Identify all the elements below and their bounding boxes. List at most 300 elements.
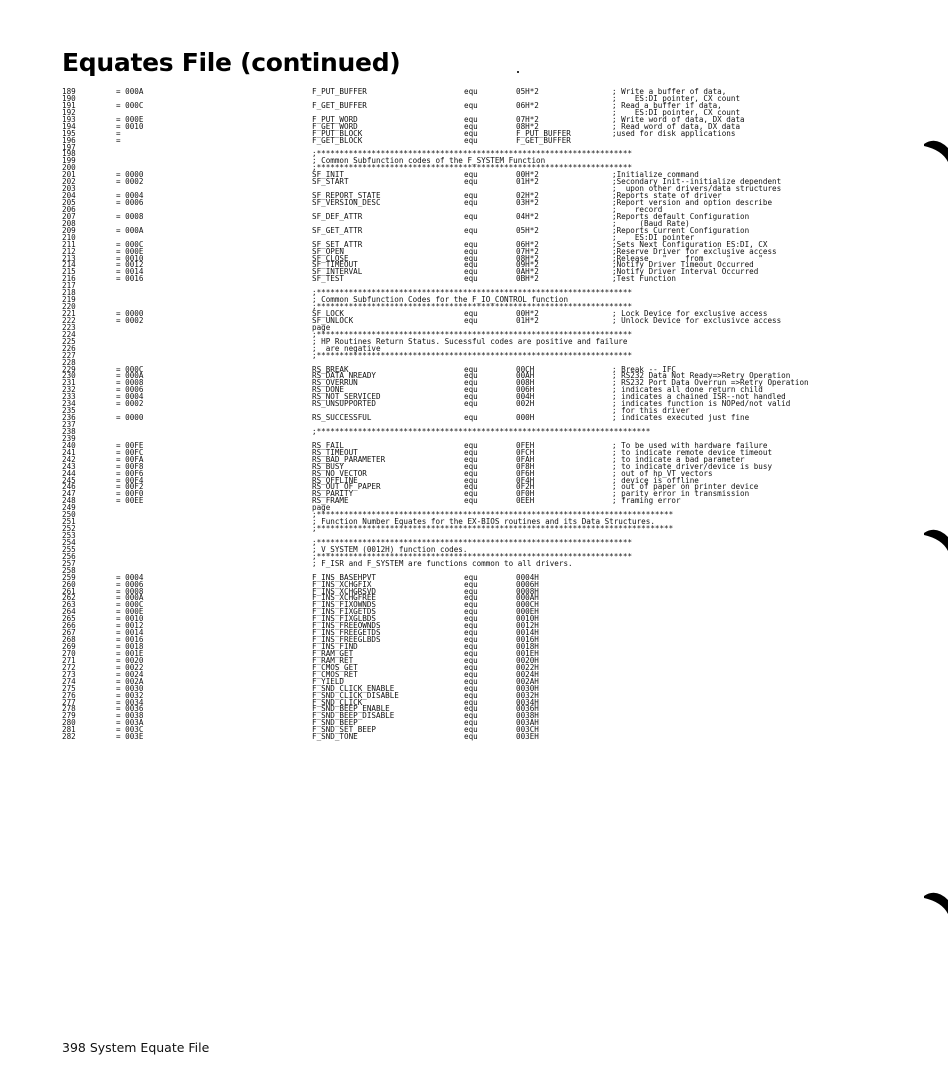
operand: 003CH [516,725,539,735]
directive: equ [464,413,478,423]
comment: ;Test Function [612,274,677,284]
comment: ;Sets Next Configuration ES:DI, CX [612,239,768,249]
offset-value: = 0010 [116,614,144,624]
line-number: 218 [62,288,76,298]
symbol: page [312,503,331,513]
symbol: ;********************************************************************* [312,302,633,312]
offset-value: = 0036 [116,704,144,714]
comment: ; device is offline [612,475,699,485]
line-number: 212 [62,246,76,256]
line-number: 190 [62,93,76,103]
operand: 04H*2 [516,211,539,221]
symbol: SF_INTERVAL [312,267,363,277]
line-number: 248 [62,496,76,506]
symbol: SF_TIMEOUT [312,260,358,270]
symbol: RS_DONE [312,385,345,395]
directive: equ [464,607,478,617]
line-number: 252 [62,524,76,534]
comment: ; record [612,204,663,214]
operand: 0FAH [516,454,535,464]
directive: equ [464,697,478,707]
comment: ;Notify Driver Interval Occurred [612,267,759,277]
directive: equ [464,454,478,464]
operand: 003AH [516,718,539,728]
operand: 03H*2 [516,198,539,207]
comment: ;Release " from " " [612,253,763,263]
symbol: ;************************************************************************* [312,426,651,436]
directive: equ [464,315,478,325]
offset-value: = 001E [116,648,144,658]
line-number: 222 [62,315,76,325]
symbol: SF_INIT [312,170,345,180]
directive: equ [464,239,478,249]
line-number: 239 [62,433,76,443]
directive: equ [464,267,478,277]
comment: ; indicates all done return child [612,385,763,395]
comment: ; ES:DI pointer, CX count [612,107,741,117]
operand: 0010H [516,614,539,624]
symbol: F_PUT_BLOCK [312,128,363,138]
symbol: F_SND_SET_BEEP [312,725,377,735]
symbol: RS_OFFLINE [312,475,358,485]
line-number: 219 [62,295,76,305]
line-number: 262 [62,593,76,603]
operand: 0030H [516,683,539,693]
operand: 05H*2 [516,87,539,96]
directive: equ [464,225,478,235]
operand: 07H*2 [516,114,539,124]
symbol: F_CMOS_RET [312,669,358,679]
symbol: RS_PARITY [312,489,354,499]
listing-line [62,699,822,706]
directive: equ [464,378,478,388]
line-number: 274 [62,676,76,686]
directive: equ [464,648,478,658]
directive: equ [464,579,478,589]
symbol: RS_OVERRUN [312,378,358,388]
operand: 0AH*2 [516,267,539,277]
offset-value: = 0016 [116,274,144,284]
offset-value: = 00F4 [116,475,144,485]
directive: equ [464,683,478,693]
line-number: 229 [62,364,76,374]
directive: equ [464,392,478,402]
symbol: RS_FRAME [312,496,349,506]
directive: equ [464,309,478,318]
line-number: 221 [62,309,76,318]
symbol: ; HP Routines Return Status. Sucessful codes are positive and failure [312,336,628,346]
symbol: ;****************************************************************************** [312,510,674,520]
operand: 000AH [516,593,539,603]
offset-value: = 003A [116,718,144,728]
directive: equ [464,669,478,679]
offset-value: = 00FA [116,454,144,464]
listing-line [62,359,822,366]
line-number: 238 [62,426,76,436]
page-tab-marker [922,890,950,916]
directive: equ [464,260,478,270]
symbol: F_INS_FREEGLBDS [312,635,381,645]
operand: 0018H [516,642,539,651]
directive: equ [464,399,478,409]
operand: 0020H [516,655,539,665]
offset-value: = 0006 [116,385,144,395]
listing-line [62,664,822,671]
line-number: 193 [62,114,76,124]
symbol: SF_TEST [312,274,345,284]
symbol: ;********************************************************************* [312,350,633,360]
line-number: 227 [62,350,76,360]
symbol: ; F_ISR and F_SYSTEM are functions common to all drivers. [312,558,573,568]
directive: equ [464,274,478,284]
comment: ; indicates a chained ISR--not handled [612,392,786,402]
offset-value: = 00F6 [116,468,144,478]
line-number: 246 [62,482,76,492]
line-number: 234 [62,399,76,409]
listing-line [62,227,822,234]
offset-value: = 0022 [116,662,144,672]
line-number: 277 [62,697,76,707]
comment: ;Reports default Configuration [612,211,750,221]
comment: ;Secondary Init--initialize dependent [612,177,782,187]
operand: 001EH [516,648,539,658]
line-number: 260 [62,579,76,589]
offset-value: = 0014 [116,628,144,638]
offset-value: = 00FE [116,440,144,450]
offset-value: = 000C [116,600,144,610]
directive: equ [464,364,478,374]
directive: equ [464,114,478,124]
operand: F_PUT_BUFFER [516,128,571,138]
symbol: ;********************************************************************* [312,537,633,547]
line-number: 245 [62,475,76,485]
line-number: 206 [62,204,76,214]
operand: 0F6H [516,468,535,478]
directive: equ [464,135,478,145]
symbol: F_INS_XCHGFREE [312,593,377,603]
directive: equ [464,489,478,499]
directive: equ [464,468,478,478]
listing-line [62,594,822,601]
offset-value: = 0034 [116,697,144,707]
listing-line [62,678,822,685]
symbol: F_SND_BEEP [312,718,358,728]
listing-line [62,164,822,171]
listing-line [62,629,822,636]
symbol: F_GET_BLOCK [312,135,363,145]
line-number: 213 [62,253,76,263]
directive: equ [464,440,478,450]
symbol: RS_SUCCESSFUL [312,413,372,423]
line-number: 255 [62,544,76,554]
comment: ; RS232 Port Data Overrun =>Retry Operation [612,378,809,388]
symbol: F_SND_CLICK [312,697,363,707]
offset-value: = 00F8 [116,461,144,471]
symbol: SF_START [312,177,349,187]
comment: ;Reports state of driver [612,191,722,201]
symbol: F_INS_XCHGRSVD [312,586,377,596]
offset-value: = 00FC [116,447,144,457]
directive: equ [464,475,478,485]
line-number: 264 [62,607,76,617]
operand: 08H*2 [516,253,539,263]
line-number: 266 [62,621,76,631]
listing-line [62,137,822,144]
line-number: 196 [62,135,76,145]
listing-line [62,268,822,275]
operand: 0014H [516,628,539,638]
directive: equ [464,725,478,735]
line-number: 191 [62,100,76,110]
symbol: F_SND_BEEP_ENABLE [312,704,390,714]
comment: ; to indicate remote device timeout [612,447,773,457]
line-number: 198 [62,149,76,159]
offset-value: = 0004 [116,191,144,201]
line-number: 242 [62,454,76,464]
comment: ; Read a buffer if data, [612,100,722,110]
line-number: 232 [62,385,76,395]
directive: equ [464,593,478,603]
line-number: 204 [62,191,76,201]
operand: 004H [516,392,535,402]
line-number: 240 [62,440,76,450]
line-number: 236 [62,413,76,423]
offset-value: = [116,135,121,145]
comment: ; ES:DI pointer, CX count [612,93,741,103]
symbol: RS_UNSUPPORTED [312,399,377,409]
comment: ; Write a buffer of data, [612,87,727,96]
symbol: RS_BUSY [312,461,345,471]
symbol: RS_OUT_OF_PAPER [312,482,381,492]
listing-line [62,275,822,282]
listing-line [62,567,822,574]
offset-value: = 000C [116,239,144,249]
symbol: RS_NOT_SERVICED [312,392,381,402]
operand: 002H [516,399,535,409]
symbol: F_SND_CLICK_ENABLE [312,683,395,693]
line-number: 247 [62,489,76,499]
comment: ; Write word of data, DX data [612,114,745,124]
directive: equ [464,732,478,742]
listing-line [62,414,822,421]
symbol: SF_REPORT_STATE [312,191,381,201]
symbol: F_GET_WORD [312,121,358,131]
line-number: 257 [62,558,76,568]
operand: 01H*2 [516,315,539,325]
directive: equ [464,635,478,645]
operand: 08H*2 [516,121,539,131]
operand: 000H [516,413,535,423]
operand: 0F4H [516,475,535,485]
line-number: 281 [62,725,76,735]
comment: ; for this driver [612,406,690,416]
line-number: 202 [62,177,76,187]
comment: ;Reports Current Configuration [612,225,750,235]
listing-line [62,636,822,643]
line-number: 250 [62,510,76,520]
offset-value: = [116,128,121,138]
operand: 000EH [516,607,539,617]
page-title: Equates File (continued) [62,48,401,77]
symbol: F_PUT_BUFFER [312,87,367,96]
offset-value: = 0006 [116,579,144,589]
line-number: 258 [62,565,76,575]
offset-value: = 0008 [116,378,144,388]
operand: 008H [516,378,535,388]
line-number: 271 [62,655,76,665]
offset-value: = 000C [116,364,144,374]
operand: 0024H [516,669,539,679]
offset-value: = 00F0 [116,489,144,499]
line-number: 243 [62,461,76,471]
operand: 0036H [516,704,539,714]
line-number: 275 [62,683,76,693]
offset-value: = 0008 [116,586,144,596]
comment: ; to indicate a bad parameter [612,454,745,464]
symbol: RS_DATA_NREADY [312,371,377,381]
symbol: ;********************************************************************* [312,163,633,173]
line-number: 208 [62,218,76,228]
listing-line [62,643,822,650]
symbol: ; Function Number Equates for the EX-BIOS routines and its Data Structures. [312,517,655,527]
listing-line [62,622,822,629]
operand: 0006H [516,579,539,589]
listing-line [62,726,822,733]
symbol: SF_GET_ATTR [312,225,363,235]
listing-line [62,733,822,740]
offset-value: = 0032 [116,690,144,700]
offset-value: = 0004 [116,392,144,402]
line-number: 251 [62,517,76,527]
directive: equ [464,690,478,700]
listing-line [62,317,822,324]
symbol: ; are negative [312,343,381,353]
offset-value: = 0002 [116,399,144,409]
symbol: RS_NO_VECTOR [312,468,367,478]
comment: ;used for disk applications [612,128,736,138]
comment: ; Break -- IFC [612,364,677,374]
line-number: 230 [62,371,76,381]
listing-line [62,497,822,504]
line-number: 265 [62,614,76,624]
offset-value: = 0006 [116,198,144,207]
offset-value: = 0016 [116,635,144,645]
directive: equ [464,621,478,631]
line-number: 205 [62,198,76,207]
comment: ;Reserve Driver for exclusive access [612,246,777,256]
offset-value: = 000E [116,607,144,617]
line-number: 244 [62,468,76,478]
comment: ; parity error in transmission [612,489,750,499]
listing-line [62,588,822,595]
symbol: ; Common Subfunction codes of the F_SYSTEM Function [312,156,546,166]
directive: equ [464,655,478,665]
operand: 0EEH [516,496,535,506]
line-number: 223 [62,322,76,332]
operand: 07H*2 [516,246,539,256]
symbol: RS_BAD_PARAMETER [312,454,386,464]
symbol: SF_VERSION_DESC [312,198,381,207]
speck [517,71,519,73]
directive: equ [464,170,478,180]
listing-line [62,130,822,137]
line-number: 256 [62,551,76,561]
listing-line [62,581,822,588]
directive: equ [464,496,478,506]
line-number: 233 [62,392,76,402]
line-number: 197 [62,142,76,152]
listing-line [62,705,822,712]
line-number: 259 [62,572,76,582]
comment: ; ES:DI pointer [612,232,695,242]
symbol: F_SND_CLICK_DISABLE [312,690,399,700]
operand: F_GET_BUFFER [516,135,571,145]
offset-value: = 00EE [116,496,144,506]
symbol: page [312,322,331,332]
comment: ; out of hp_VT vectors [612,468,713,478]
symbol: SF_CLOSE [312,253,349,263]
symbol: F_SND_BEEP_DISABLE [312,711,395,721]
operand: 0FCH [516,447,535,457]
operand: 09H*2 [516,260,539,270]
directive: equ [464,718,478,728]
comment: ;Notify Driver Timeout Occurred [612,260,754,270]
line-number: 226 [62,343,76,353]
listing-line [62,560,822,567]
line-number: 241 [62,447,76,457]
offset-value: = 0000 [116,309,144,318]
line-number: 194 [62,121,76,131]
line-number: 282 [62,732,76,742]
offset-value: = 0038 [116,711,144,721]
symbol: ; Common Subfunction Codes for the F_IO_CONTROL function [312,295,569,305]
offset-value: = 0010 [116,253,144,263]
directive: equ [464,642,478,651]
line-number: 272 [62,662,76,672]
line-number: 270 [62,648,76,658]
symbol: F_RAM_GET [312,648,354,658]
operand: 0FEH [516,440,535,450]
line-number: 279 [62,711,76,721]
symbol: F_YIELD [312,676,345,686]
line-number: 253 [62,531,76,540]
line-number: 195 [62,128,76,138]
listing-line [62,671,822,678]
offset-value: = 0018 [116,642,144,651]
directive: equ [464,87,478,96]
symbol: F_SND_TONE [312,732,358,742]
comment: ; Read word of data, DX data [612,121,741,131]
operand: 0BH*2 [516,274,539,284]
offset-value: = 0014 [116,267,144,277]
directive: equ [464,572,478,582]
comment: ; To be used with hardware failure [612,440,768,450]
equates-listing [62,88,822,740]
directive: equ [464,246,478,256]
directive: equ [464,121,478,131]
listing-line [62,199,822,206]
listing-line [62,719,822,726]
listing-line [62,657,822,664]
symbol: F_PUT_WORD [312,114,358,124]
symbol: F_CMOS_GET [312,662,358,672]
line-number: 269 [62,642,76,651]
listing-line [62,213,822,220]
comment: ; (Baud Rate) [612,218,690,228]
operand: 0F0H [516,489,535,499]
offset-value: = 0008 [116,211,144,221]
directive: equ [464,191,478,201]
